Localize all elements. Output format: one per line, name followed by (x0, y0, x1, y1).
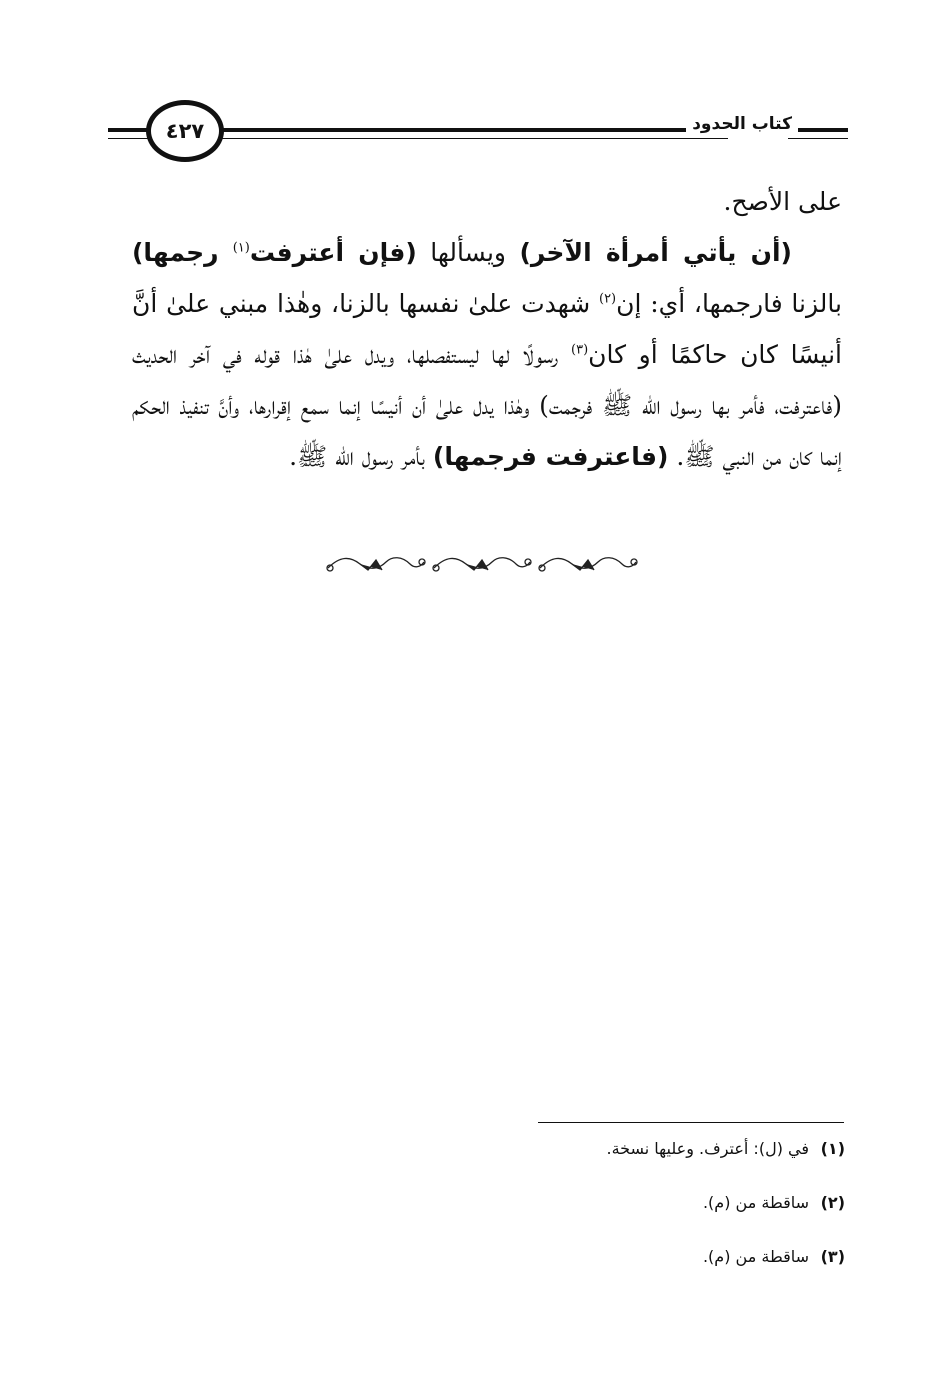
page-number-frame (146, 100, 224, 162)
text-segment: رسولًا لها ليستفصلها، ويدل علىٰ هٰذا قوله في آخر الحديث (فاعترفت، فأمر بها رسول الله ﷺ فرجمت) وهٰذا يدل علىٰ أن أنيسًا إنما سمع إقرارها، وأنَّ تنفيذ الحكم إنما كان من النبي ﷺ. (132, 340, 842, 471)
text-segment: بالزنا فارجمها، أي: إن (616, 289, 842, 318)
header-rule-middle (208, 128, 728, 139)
page-number: ٤٢٧ (165, 119, 205, 143)
main-text (132, 176, 842, 482)
footnote-text: في (ل): أعترف. وعليها نسخة. (606, 1139, 809, 1158)
footnote-1 (345, 1134, 845, 1188)
running-title: كتاب الحدود (686, 114, 798, 134)
footnote-3 (345, 1242, 845, 1296)
paragraph-2 (132, 227, 842, 482)
footnote-text: ساقطة من (م). (702, 1193, 809, 1212)
footnote-marker-3[interactable]: (٣) (571, 342, 589, 358)
footnote-number: (١) (820, 1139, 845, 1158)
footnote-marker-1[interactable]: (١) (232, 240, 250, 256)
text-segment: على الأصح. (723, 187, 842, 216)
paragraph-1 (132, 176, 842, 227)
ornament-divider (320, 548, 640, 578)
footnote-number: (٢) (820, 1193, 845, 1212)
text-segment: بأمر رسول الله ﷺ. (289, 442, 433, 471)
ornament-motif-icon (539, 558, 637, 571)
footnotes (345, 1134, 845, 1296)
footnote-2 (345, 1188, 845, 1242)
ornament-motif-icon (327, 558, 425, 571)
ornament-motif-icon (433, 558, 531, 571)
text-segment: شهدت علىٰ نفسها بالزنا، وهٰذا مبني علىٰ أنَّ أنيسًا كان حاكمًا أو كان (132, 289, 842, 369)
matn-quote: (فاعترفت فرجمها) (432, 442, 669, 471)
footnote-text: ساقطة من (م). (702, 1247, 809, 1266)
page-header (108, 98, 848, 170)
matn-quote: (فإن أعترفت (249, 238, 417, 267)
matn-quote: (أن يأتي أمرأة الآخر) (519, 238, 792, 267)
matn-quote: رجمها) (132, 238, 233, 267)
text-segment: ويسألها (416, 238, 520, 267)
footnote-marker-2[interactable]: (٢) (598, 291, 617, 307)
footnote-number: (٣) (820, 1247, 845, 1266)
footnote-separator (538, 1122, 844, 1123)
